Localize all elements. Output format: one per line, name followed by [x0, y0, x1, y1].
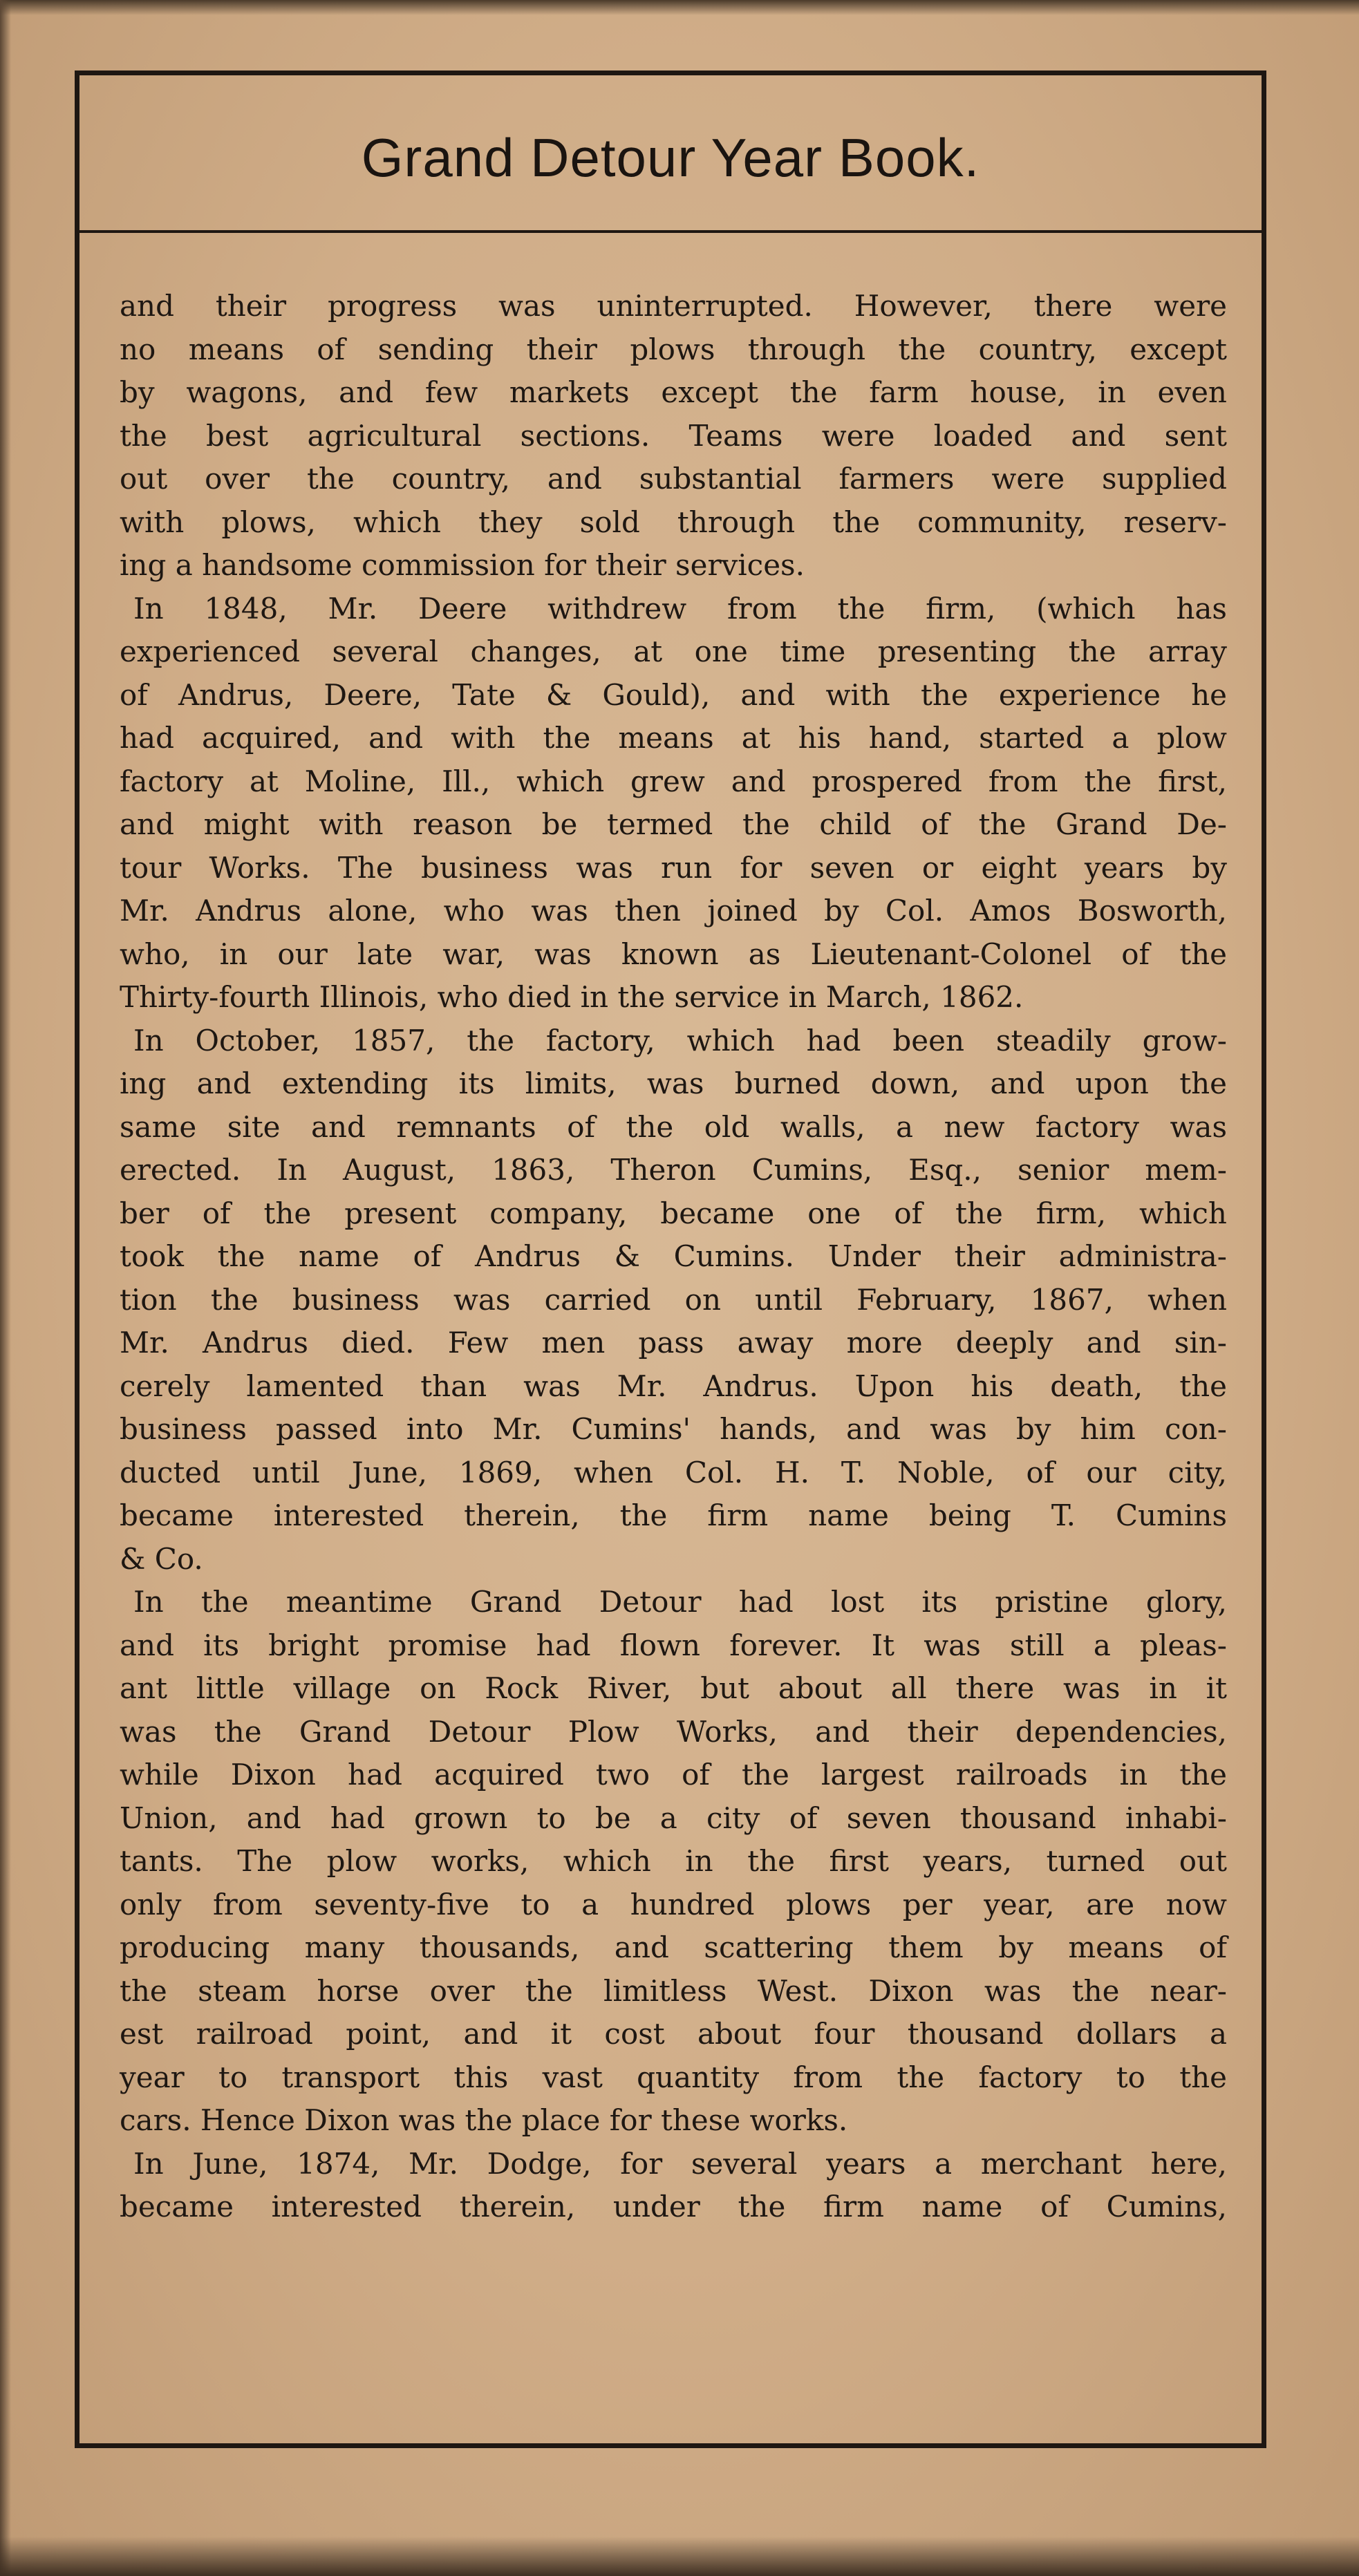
paragraph-start-line: In October, 1857, the factory, which had been steadily grow-: [133, 1023, 1227, 1057]
text-line: had acquired, and with the means at his hand, started a plow: [120, 721, 1227, 755]
text-line: ant little village on Rock River, but about all there was in it: [120, 1671, 1227, 1705]
text-line: became interested therein, the firm name being T. Cumins: [120, 1498, 1227, 1532]
text-line: tour Works. The business was run for seven or eight years by: [120, 850, 1227, 885]
text-line: while Dixon had acquired two of the largest railroads in the: [120, 1758, 1227, 1792]
paragraph-start-line: In the meantime Grand Detour had lost its pristine glory,: [133, 1585, 1227, 1619]
page-top-edge: [0, 0, 1359, 15]
text-line: Thirty-fourth Illinois, who died in the service in March, 1862.: [120, 980, 1024, 1014]
text-line: took the name of Andrus & Cumins. Under their administra-: [120, 1239, 1227, 1273]
text-line: of Andrus, Deere, Tate & Gould), and with the experience he: [120, 677, 1227, 712]
page-left-edge: [0, 0, 11, 2576]
text-line: est railroad point, and it cost about four thousand dollars a: [120, 2017, 1227, 2051]
text-line: year to transport this vast quantity from the factory to the: [120, 2060, 1227, 2094]
text-line: ber of the present company, became one of the firm, which: [120, 1196, 1227, 1230]
text-line: cars. Hence Dixon was the place for these works.: [120, 2103, 848, 2137]
text-line: Mr. Andrus died. Few men pass away more deeply and sin-: [120, 1326, 1227, 1360]
text-line: no means of sending their plows through the country, except: [120, 332, 1227, 366]
text-line: only from seventy-five to a hundred plows per year, are now: [120, 1887, 1227, 1921]
running-header: [79, 75, 1262, 233]
text-line: by wagons, and few markets except the farm house, in even: [120, 375, 1227, 409]
paragraph-start-line: In June, 1874, Mr. Dodge, for several years a merchant here,: [133, 2146, 1227, 2181]
text-line: business passed into Mr. Cumins' hands, and was by him con-: [120, 1412, 1227, 1446]
text-line: and their progress was uninterrupted. However, there were: [120, 289, 1227, 323]
text-line: factory at Moline, Ill., which grew and prospered from the first,: [120, 764, 1227, 798]
text-line: cerely lamented than was Mr. Andrus. Upon his death, the: [120, 1369, 1227, 1403]
text-line: out over the country, and substantial farmers were supplied: [120, 462, 1227, 496]
page-border-frame: [75, 70, 1266, 2448]
text-line: was the Grand Detour Plow Works, and their dependencies,: [120, 1714, 1227, 1749]
text-line: ing and extending its limits, was burned down, and upon the: [120, 1066, 1227, 1100]
page-bottom-edge: [0, 2537, 1359, 2576]
page-title: Grand Detour Year Book.: [361, 126, 980, 188]
text-line: and its bright promise had flown forever. It was still a pleas-: [120, 1628, 1227, 1662]
paragraph-start-line: In 1848, Mr. Deere withdrew from the firm, (which has: [133, 591, 1227, 626]
text-line: tion the business was carried on until February, 1867, when: [120, 1282, 1227, 1317]
text-line: producing many thousands, and scattering them by means of: [120, 1930, 1227, 1964]
text-line: with plows, which they sold through the community, reserv-: [120, 505, 1227, 539]
body-text: [120, 285, 1227, 2229]
text-line: experienced several changes, at one time presenting the array: [120, 634, 1227, 668]
text-line: the best agricultural sections. Teams were loaded and sent: [120, 418, 1227, 453]
text-line: tants. The plow works, which in the first years, turned out: [120, 1844, 1227, 1878]
text-line: ducted until June, 1869, when Col. H. T. Noble, of our city,: [120, 1455, 1227, 1489]
text-line: who, in our late war, was known as Lieutenant-Colonel of the: [120, 937, 1227, 971]
text-line: Mr. Andrus alone, who was then joined by Col. Amos Bosworth,: [120, 894, 1227, 928]
text-line: same site and remnants of the old walls, a new factory was: [120, 1109, 1227, 1144]
text-line: erected. In August, 1863, Theron Cumins, Esq., senior mem-: [120, 1153, 1227, 1187]
text-line: & Co.: [120, 1541, 203, 1576]
text-line: the steam horse over the limitless West. Dixon was the near-: [120, 1973, 1227, 2008]
text-line: Union, and had grown to be a city of seven thousand inhabi-: [120, 1801, 1227, 1835]
text-line: ing a handsome commission for their services.: [120, 548, 805, 582]
text-line: and might with reason be termed the child of the Grand De-: [120, 807, 1227, 841]
text-line: became interested therein, under the firm name of Cumins,: [120, 2190, 1227, 2224]
